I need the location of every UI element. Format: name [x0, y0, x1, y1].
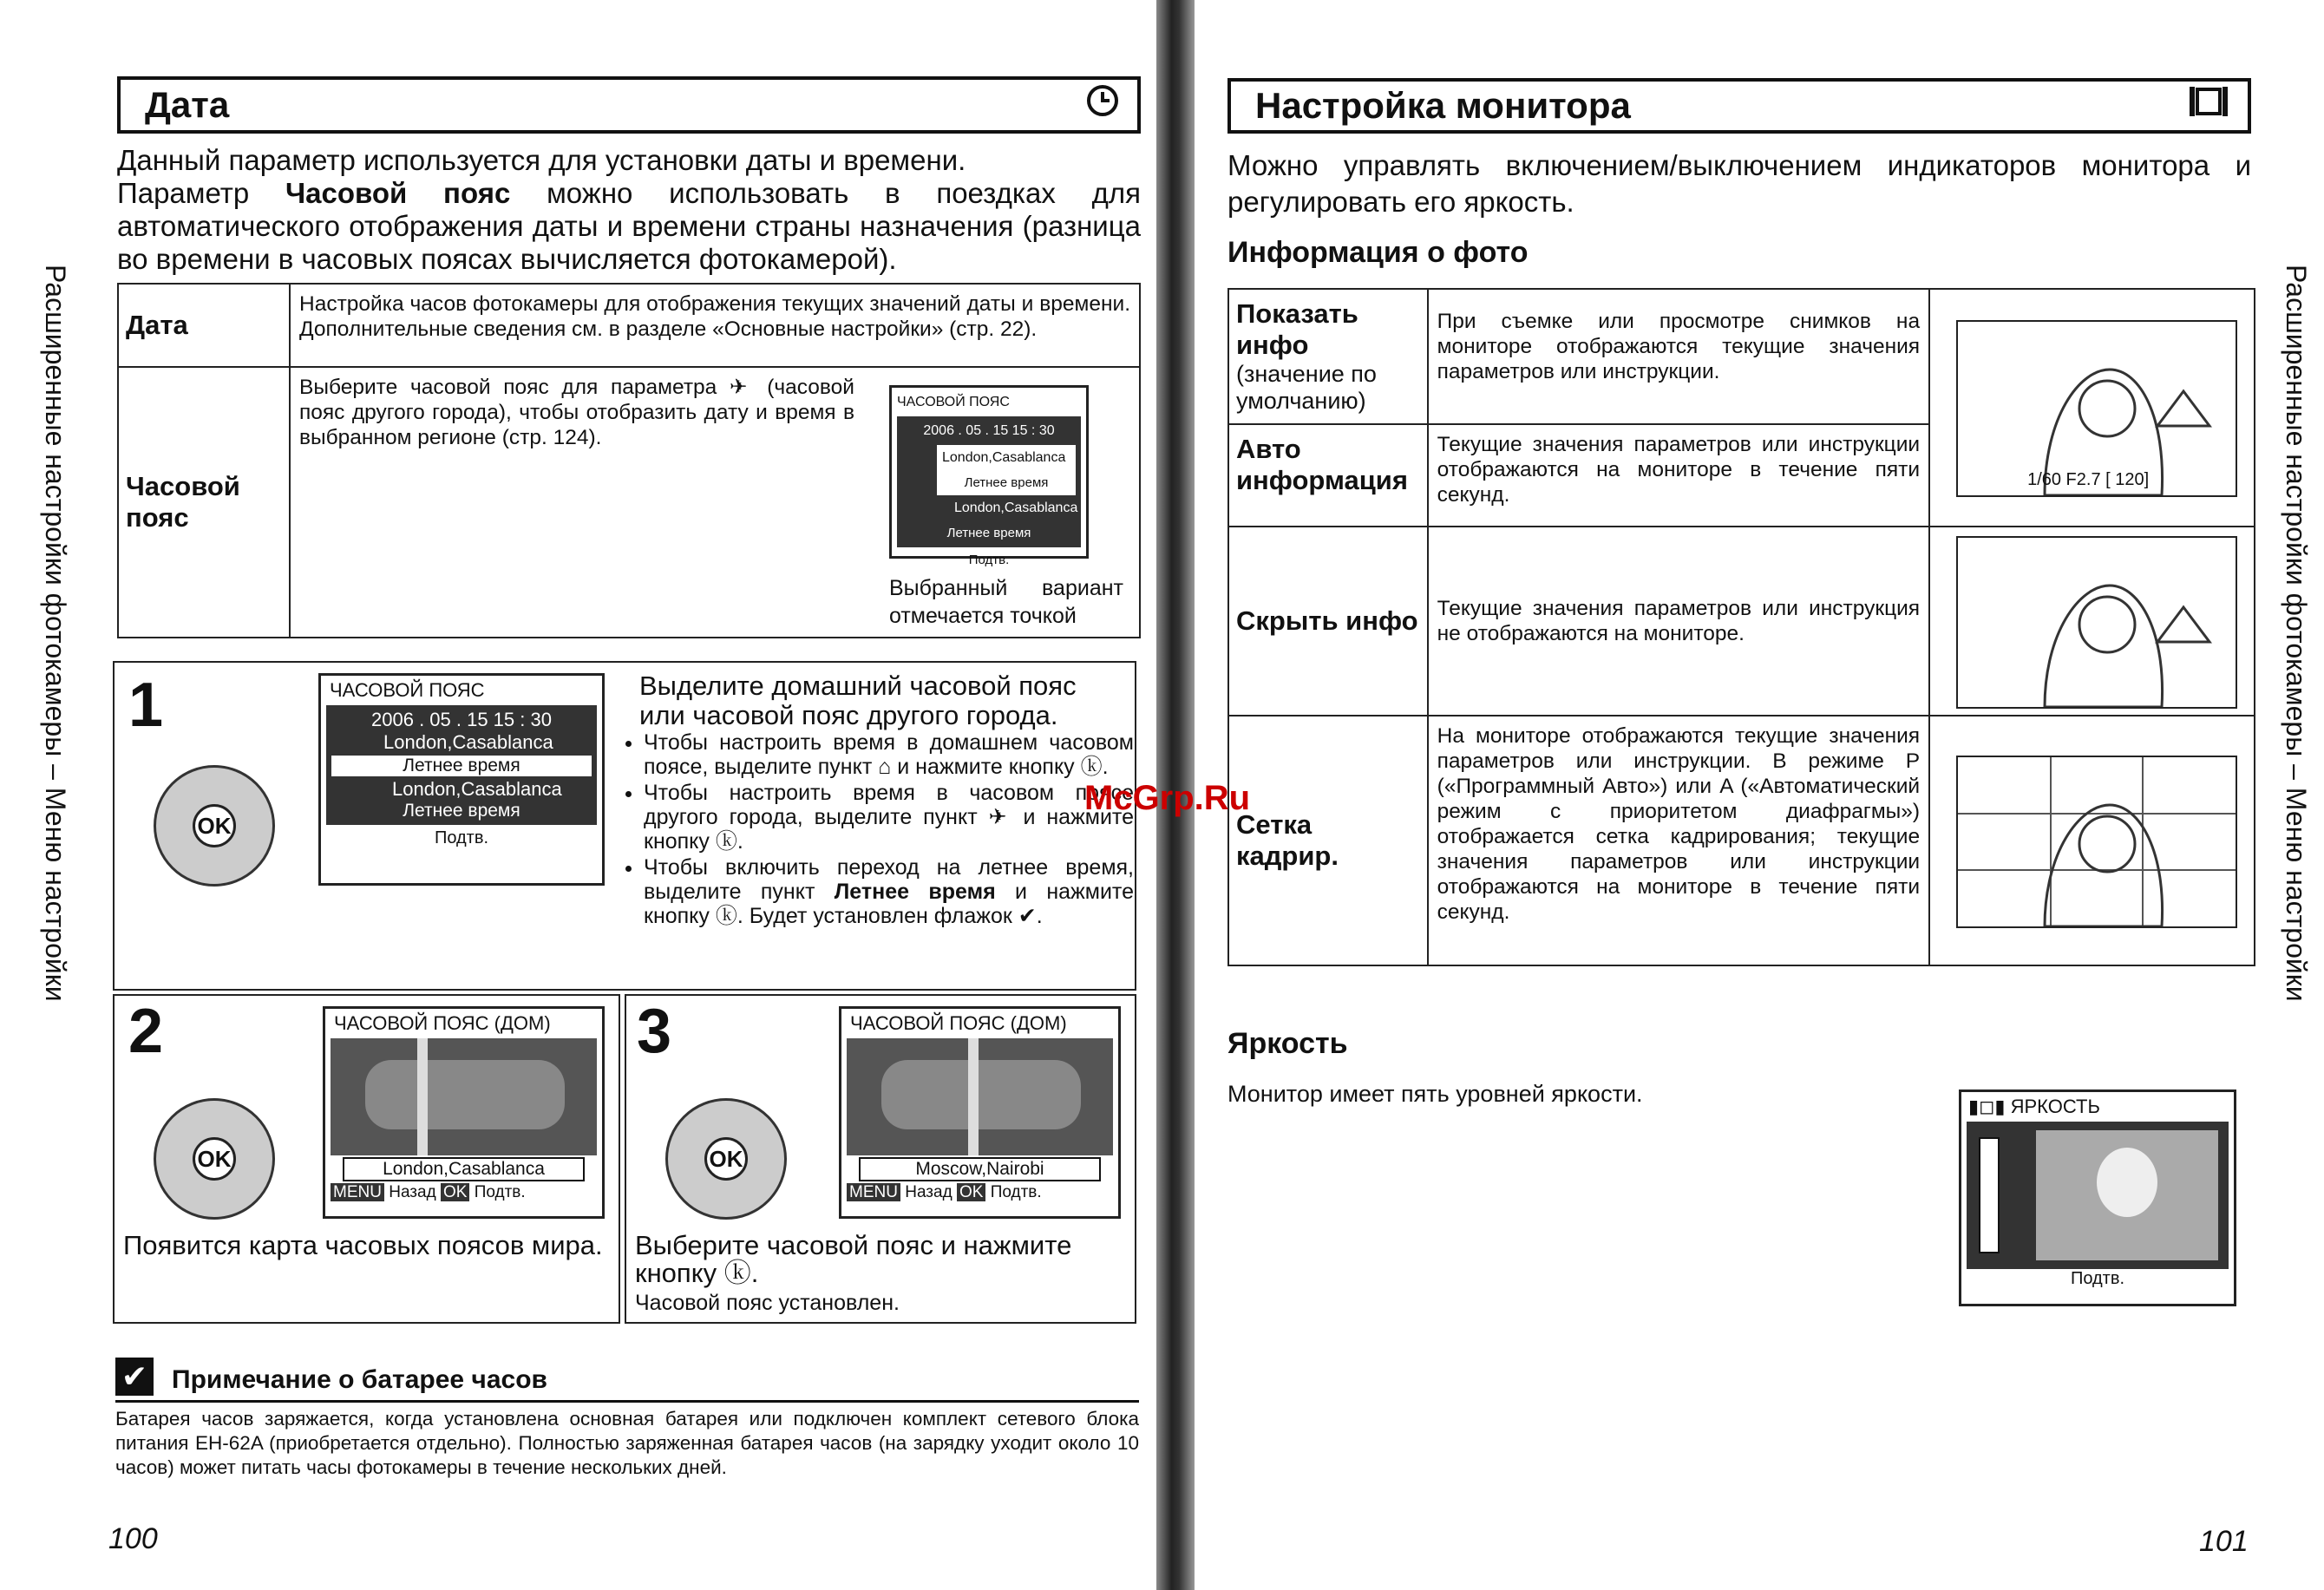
photo-info-table: Показать инфо (значение по умолчанию) При съемке или просмотре снимков на мониторе отображаются текущие значения параметров или инструкции. 1/60 F2.7 [ 120] Авто информация Текущие значения параметров или инструкции отображаются на мониторе в течение пяти секунд. Скрыть инфо Текущие значения параметров или инструкция не отображаются на мониторе. Сетка кадрир. На мониторе отображаются текущие значения параметров или инструкции. В режиме P («Программный Авто») или A («Автоматический режим с приоритетом диафрагмы») отображается сетка кадрирования; текущие значения параметров или инструкции отображаются на мониторе в течение пяти секунд. — [1227, 288, 2255, 966]
option-framing-grid-text: На мониторе отображаются текущие значения параметров или инструкции. В режиме P («Программный Авто») или A («Автоматический режим с приоритетом диафрагмы») отображается сетка кадрирования; текущие значения параметров или инструкции отображаются на мониторе в течение пяти секунд. — [1428, 716, 1929, 965]
photo-info-heading: Информация о фото — [1227, 236, 1529, 269]
step-2-screen: ЧАСОВОЙ ПОЯС (ДОМ) London,Casablanca MENU Назад OK Подтв. — [323, 1006, 605, 1219]
right-page — [1197, 0, 2324, 1590]
option-hide-info-text: Текущие значения параметров или инструкция не отображаются на мониторе. — [1428, 527, 1929, 716]
multi-selector[interactable] — [154, 765, 275, 887]
dst-travel-item[interactable]: Летнее время — [403, 801, 520, 821]
date-section-title — [117, 76, 1141, 134]
world-map — [331, 1038, 597, 1155]
left-page — [0, 0, 1154, 1590]
note-title: Примечание о батарее часов — [172, 1365, 547, 1394]
dst-home-item[interactable]: Летнее время — [331, 756, 592, 776]
option-framing-grid: Сетка кадрир. — [1228, 716, 1428, 965]
step-1-bullets: • Чтобы настроить время в домашнем часовом поясе, выделите пункт ⌂ и нажмите кнопку ⓚ. • Чтобы настроить время в часовом поясе другого города, выделите пункт ✈ и нажмите кнопку ⓚ. • Чтобы включить переход на летнее время, выделите пункт Летнее время и нажмите кнопку ⓚ. Будет установлен флажок ✔. — [618, 730, 1134, 930]
brightness-preview-photo — [2036, 1130, 2218, 1260]
date-intro: Данный параметр используется для установки даты и времени. Параметр Часовой пояс можно использовать в поездках для автоматического отображения даты и времени страны назначения (разница во времени в часовых поясах вычисляется фотокамерой). — [117, 144, 1141, 275]
multi-selector[interactable] — [154, 1098, 275, 1220]
date-options-table — [117, 283, 1141, 638]
side-section-label: Расширенные настройки фотокамеры – Меню настройки — [40, 265, 71, 1002]
monitor-icon: ▮◻▮ — [1968, 1096, 2006, 1117]
row-timezone-text: Выберите часовой пояс для параметра ✈ (часовой пояс другого города), чтобы отобразить дату и время в выбранном регионе (стр. 124). — [299, 376, 854, 449]
world-map — [847, 1038, 1113, 1155]
page-title: Настройка монитора — [1255, 85, 1631, 126]
page-number: 100 — [108, 1522, 158, 1555]
step-1-screen: ЧАСОВОЙ ПОЯС 2006 . 05 . 15 15 : 30 London,Casablanca Летнее время London,Casablanca Летнее время Подтв. — [318, 673, 605, 886]
option-show-info: Показать инфо — [1236, 298, 1358, 360]
travel-zone-item[interactable]: London,Casablanca — [392, 778, 562, 800]
step-3-number: 3 — [637, 997, 672, 1066]
brightness-screen: ▮◻▮ ЯРКОСТЬ Подтв. — [1959, 1089, 2236, 1306]
step-3-panel — [625, 994, 1136, 1324]
step-2-number: 2 — [128, 997, 164, 1066]
ok-button[interactable]: OK — [193, 1137, 236, 1181]
multi-selector[interactable] — [665, 1098, 787, 1220]
clock-icon — [1085, 83, 1120, 127]
option-auto-info: Авто информация — [1228, 424, 1428, 527]
page-title: Дата — [145, 84, 230, 125]
step-2-caption: Появится карта часовых поясов мира. — [123, 1230, 603, 1260]
monitor-section-title — [1227, 78, 2251, 134]
framing-grid-preview — [1956, 756, 2237, 928]
monitor-icon — [2187, 84, 2230, 128]
note-text: Батарея часов заряжается, когда установлена основная батарея или подключен комплект сетевого блока питания EH-62A (приобретается отдельно). Полностью заряженная батарея часов (на зарядку уходит около 10 часов) может питать часы фотокамеры в течение нескольких дней. — [115, 1408, 1139, 1478]
step-1-heading: Выделите домашний часовой пояс или часовой пояс другого города. — [639, 671, 1077, 730]
step-3-screen: ЧАСОВОЙ ПОЯС (ДОМ) Moscow,Nairobi MENU Назад OK Подтв. — [839, 1006, 1121, 1219]
timezone-mini-screen: ЧАСОВОЙ ПОЯС 2006 . 05 . 15 15 : 30 London,Casablanca Летнее время London,Casablanca Летнее время Подтв. — [889, 385, 1089, 559]
ok-button[interactable]: OK — [193, 804, 236, 847]
option-hide-info: Скрыть инфо — [1228, 527, 1428, 716]
brightness-heading: Яркость — [1227, 1027, 1348, 1060]
hide-info-preview — [1956, 536, 2237, 709]
step-1-number: 1 — [128, 671, 164, 740]
ok-button[interactable]: OK — [704, 1137, 748, 1181]
option-auto-info-text: Текущие значения параметров или инструкции отображаются на мониторе в течение пяти секунд. — [1428, 424, 1929, 527]
home-zone-item[interactable]: London,Casablanca — [383, 731, 553, 753]
watermark: McGrp.Ru — [1084, 779, 1251, 817]
note-check-icon: ✔ — [115, 1358, 154, 1396]
side-section-label: Расширенные настройки фотокамеры – Меню настройки — [2281, 265, 2312, 1002]
step-3-result: Часовой пояс установлен. — [635, 1291, 900, 1315]
step-1-panel — [113, 661, 1136, 991]
step-2-panel — [113, 994, 620, 1324]
note-rule — [115, 1400, 1139, 1403]
row-date-text: Настройка часов фотокамеры для отображения текущих значений даты и времени. Дополнительные сведения см. в разделе «Основные настройки» (стр. 22). — [290, 284, 1140, 367]
row-timezone-label: Часовой пояс — [118, 367, 290, 638]
page-number: 101 — [2199, 1525, 2249, 1558]
option-show-info-text: При съемке или просмотре снимков на мониторе отображаются текущие значения параметров или инструкции. — [1428, 289, 1929, 424]
step-3-caption: Выберите часовой пояс и нажмите кнопку ⓚ. — [635, 1230, 1072, 1288]
show-info-preview: 1/60 F2.7 [ 120] — [1956, 320, 2237, 497]
selection-callout: Выбранный вариант отмечается точкой — [889, 576, 1123, 628]
monitor-intro: Можно управлять включением/выключением индикаторов монитора и регулировать его яркость. — [1227, 149, 2251, 218]
row-date-label: Дата — [118, 284, 290, 367]
brightness-text: Монитор имеет пять уровней яркости. — [1227, 1081, 1643, 1107]
brightness-level-bar[interactable] — [1979, 1137, 2000, 1253]
